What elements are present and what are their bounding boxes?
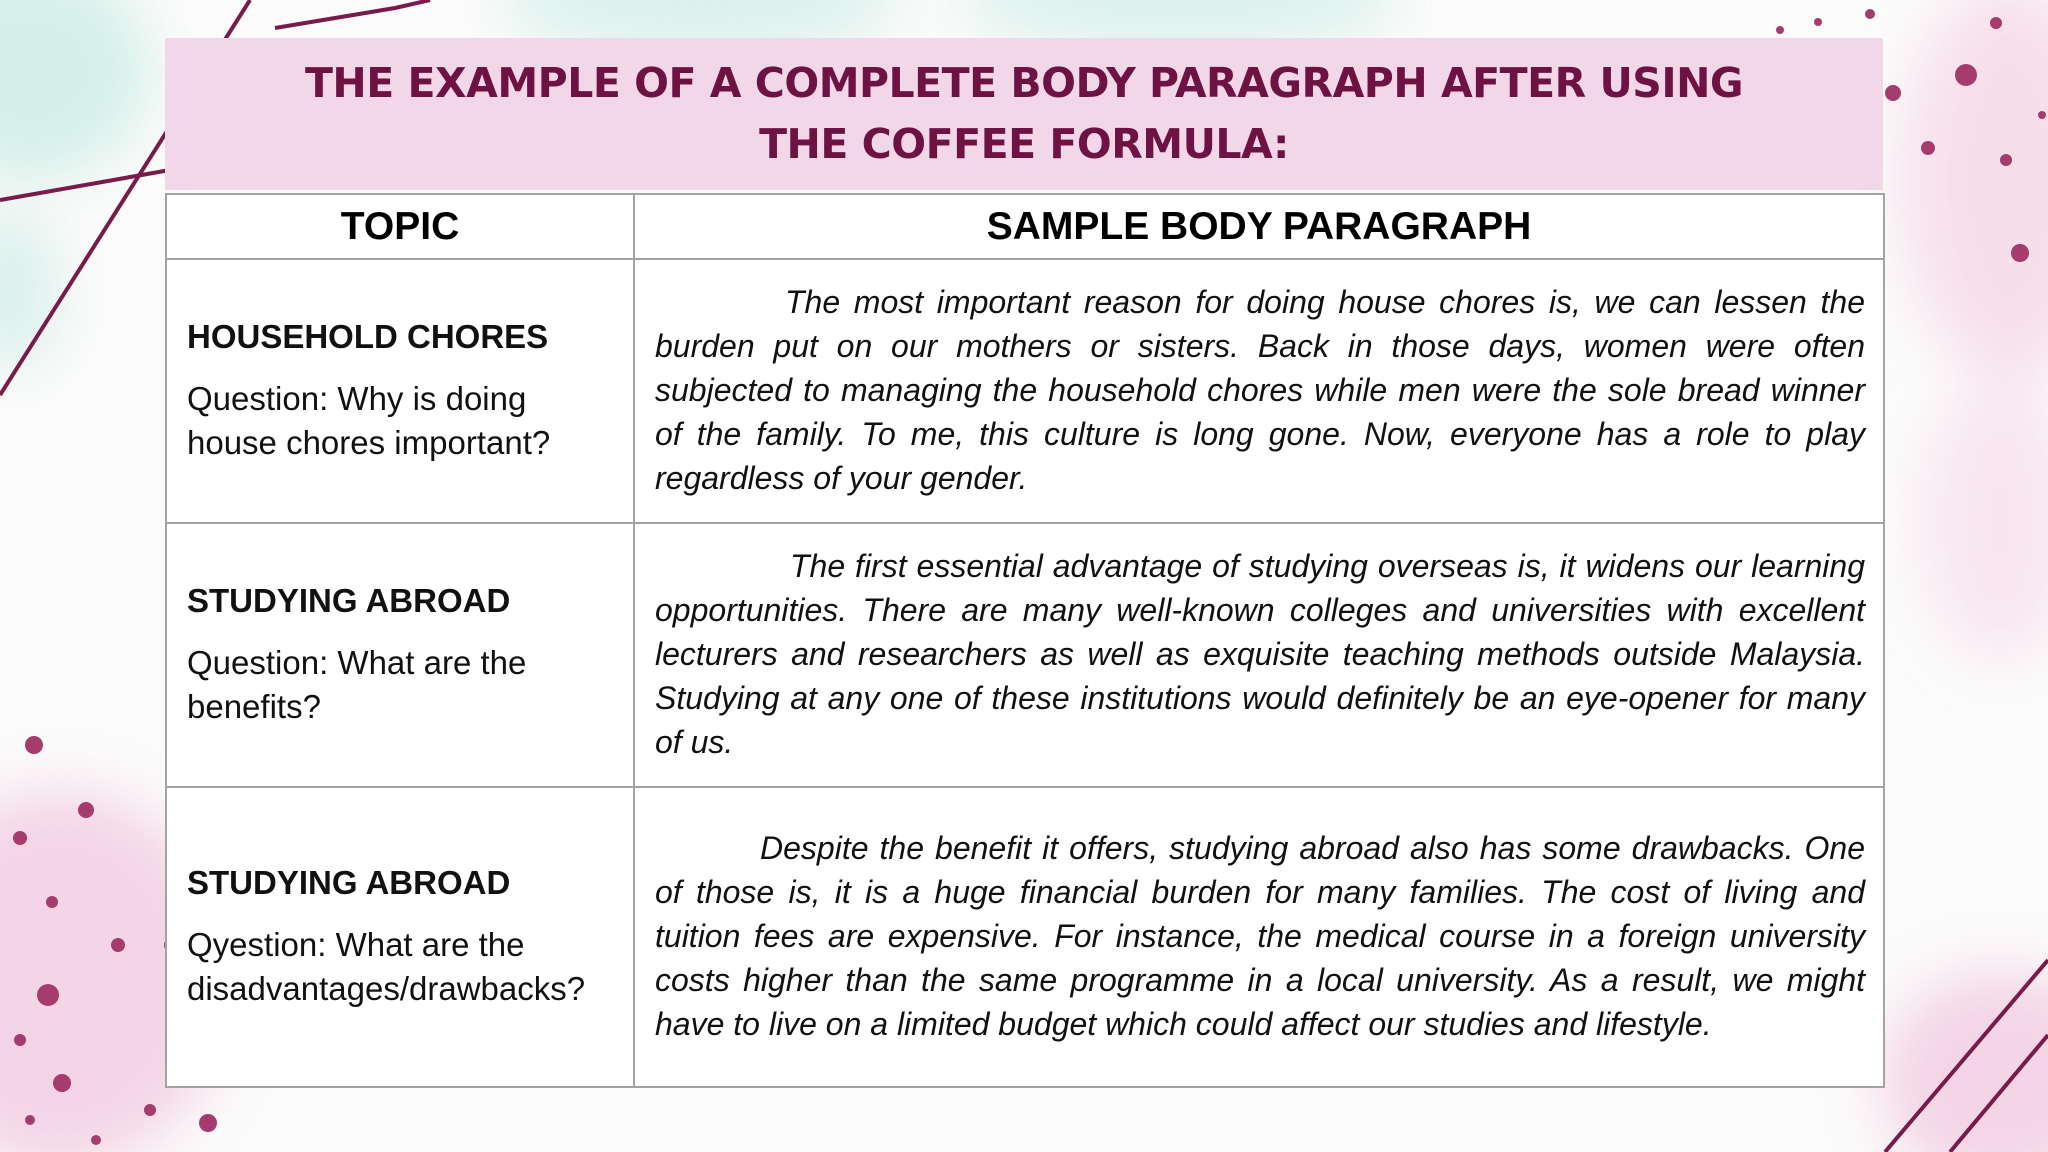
topic-cell xyxy=(166,259,634,523)
header-sample-paragraph: SAMPLE BODY PARAGRAPH xyxy=(634,194,1884,259)
sample-paragraph: The first essential advantage of studying overseas is, it widens our learning opportunities. There are many well-known colleges and universities with excellent lecturers and researchers as well as exquisite teaching methods outside Malaysia. Studying at any one of these institutions would definitely be an eye-opener for many of us. xyxy=(655,548,1865,760)
title-line-2: THE COFFEE FORMULA: xyxy=(759,120,1289,168)
title-banner xyxy=(165,38,1883,190)
topic-question: Question: Why is doing house chores important? xyxy=(187,380,551,461)
topic-cell xyxy=(166,787,634,1087)
table-header-row xyxy=(166,194,1884,259)
paragraph-cell xyxy=(634,523,1884,787)
topic-name: STUDYING ABROAD xyxy=(187,864,511,901)
title-line-1: THE EXAMPLE OF A COMPLETE BODY PARAGRAPH AFTER USING xyxy=(304,59,1744,107)
topic-name: STUDYING ABROAD xyxy=(187,582,511,619)
table-row xyxy=(166,787,1884,1087)
header-topic: TOPIC xyxy=(166,194,634,259)
topic-question: Question: What are the benefits? xyxy=(187,644,527,725)
topic-question: Qyestion: What are the disadvantages/drawbacks? xyxy=(187,926,586,1007)
table-row xyxy=(166,523,1884,787)
topic-cell xyxy=(166,523,634,787)
topic-paragraph-table xyxy=(165,193,1885,1088)
sample-paragraph: Despite the benefit it offers, studying abroad also has some drawbacks. One of those is, it is a huge financial burden for many families. The cost of living and tuition fees are expensive. For instance, the medical course in a foreign university costs higher than the same programme in a local university. As a result, we might have to live on a limited budget which could affect our studies and lifestyle. xyxy=(655,830,1865,1042)
paragraph-cell xyxy=(634,787,1884,1087)
sample-paragraph: The most important reason for doing house chores is, we can lessen the burden put on our mothers or sisters. Back in those days, women were often subjected to managing the household chores while men were the sole bread winner of the family. To me, this culture is long gone. Now, everyone has a role to play regardless of your gender. xyxy=(655,284,1865,496)
table-row xyxy=(166,259,1884,523)
topic-name: HOUSEHOLD CHORES xyxy=(187,318,549,355)
paragraph-cell xyxy=(634,259,1884,523)
